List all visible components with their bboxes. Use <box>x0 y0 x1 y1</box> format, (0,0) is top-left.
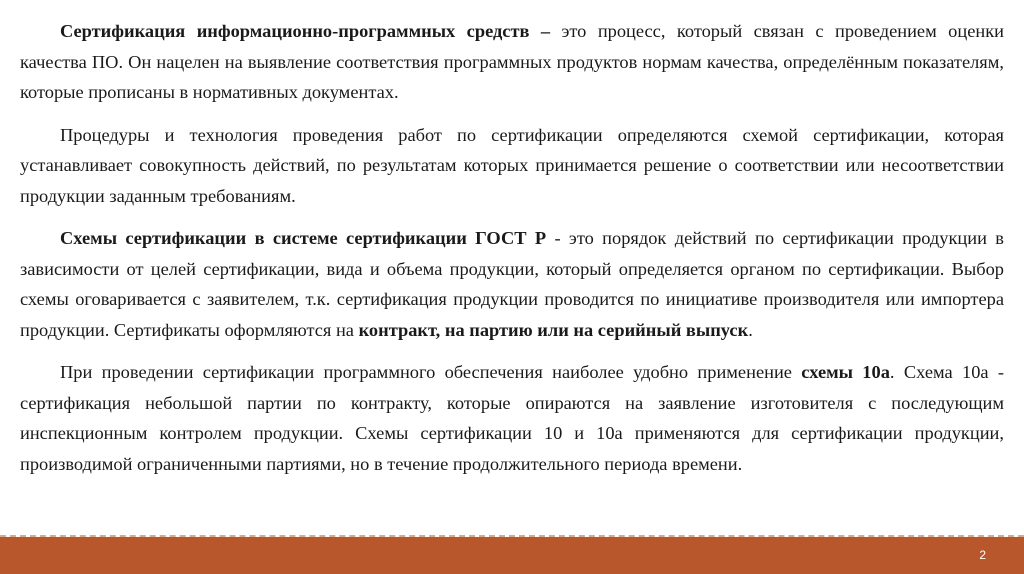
footer-band <box>0 537 1024 574</box>
page-number: 2 <box>979 548 986 562</box>
term-certificate-types: контракт, на партию или на серийный выпуск <box>358 319 749 340</box>
text-run: . <box>748 319 753 340</box>
text-run: . Схема 10а - сертификация небольшой партии по контракту, которые опираются на заявление изготовителя с последующим инспекционным контролем продукции. Схемы сертификации 10 и 10а применяются для сертификации продукции, производимой ограниченными партиями, но в течение продолжительного периода времени. <box>20 362 1004 474</box>
text-run: При проведении сертификации программного обеспечения наиболее удобно применение <box>60 362 802 382</box>
slide-body-text <box>20 16 1004 491</box>
text-run: Процедуры и технология проведения работ по сертификации определяются схемой сертификации, которая устанавливает совокупность действий, по результатам которых принимается решение о соответствии или несоответствии продукции заданным требованиям. <box>20 124 1004 206</box>
term-certification: Сертификация информационно-программных средств – <box>60 21 551 41</box>
text-run: - это порядок действий по сертификации продукции в зависимости от целей сертификации, вида и объема продукции, который определяется органом по сертификации. Выбор схемы оговаривается с заявителем, т.к. сертификация продукции проводится по инициативе производителя или импортера продукции. Сертификаты оформляются на <box>20 228 1004 340</box>
paragraph-gost-schemes <box>20 223 1004 345</box>
paragraph-certification-definition <box>20 16 1004 108</box>
term-gost-schemes: Схемы сертификации в системе сертификации ГОСТ Р <box>60 228 547 248</box>
term-scheme-10a: схемы 10а <box>801 362 890 382</box>
paragraph-procedures <box>20 120 1004 212</box>
paragraph-scheme-10a <box>20 357 1004 479</box>
text-run: это процесс, который связан с проведением оценки качества ПО. Он нацелен на выявление соответствия программных продуктов нормам качества, определённым показателям, которые прописаны в нормативных документах. <box>20 21 1004 102</box>
